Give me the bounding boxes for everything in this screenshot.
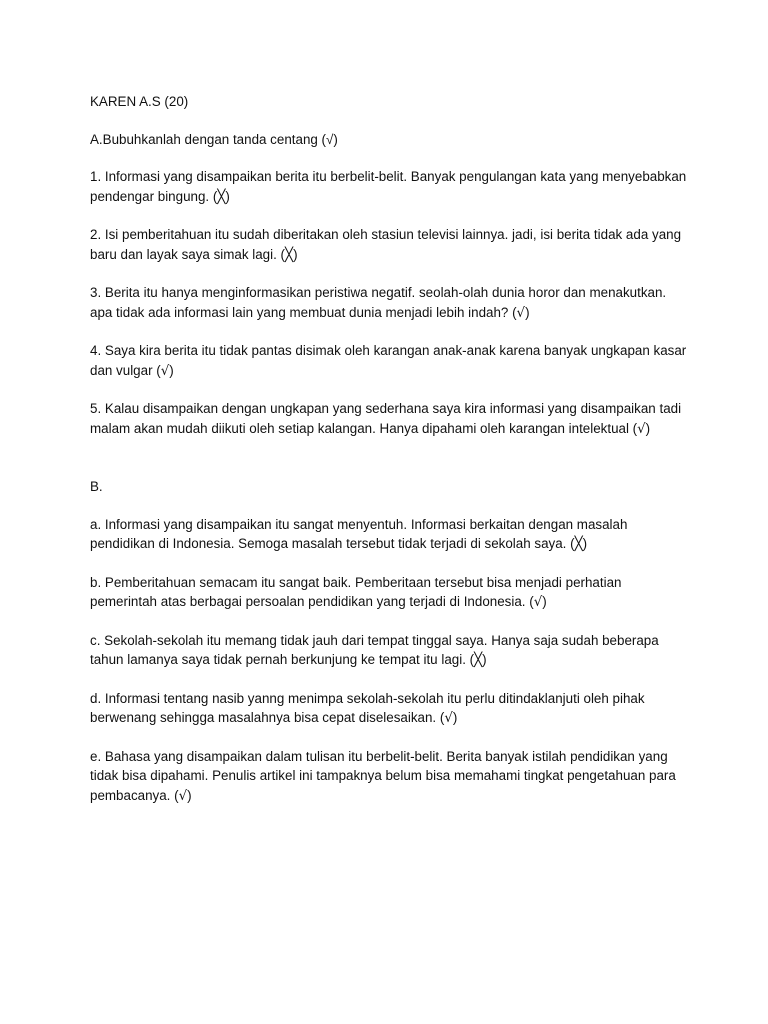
section-b-item-e — [90, 747, 690, 807]
check-mark-icon: √ — [533, 595, 543, 610]
section-a-item-1 — [90, 167, 690, 207]
check-mark-icon: √ — [516, 305, 526, 321]
document-title: KAREN A.S (20) — [90, 94, 189, 109]
item-close: ) — [645, 420, 651, 436]
section-a-item-5 — [90, 399, 690, 439]
item-close: ) — [225, 188, 230, 204]
item-close: ) — [482, 652, 487, 667]
item-text: a. Informasi yang disampaikan itu sangat menyentuh. Informasi berkaitan dengan masalah pendidikan di Indonesia. Semoga masalah tersebut tidak terjadi di sekolah saya. ( — [90, 516, 628, 551]
item-close: ) — [542, 594, 547, 609]
item-text: c. Sekolah-sekolah itu memang tidak jauh dari tempat tinggal saya. Hanya saja sudah beberapa tahun lamanya saya tidak pernah berkunjung ke tempat itu lagi. ( — [90, 632, 659, 667]
section-a-heading: A.Bubuhkanlah dengan tanda centang (√) — [90, 131, 338, 147]
item-close: ) — [293, 246, 298, 262]
section-b-heading: B. — [90, 479, 103, 494]
item-close: ) — [187, 787, 192, 803]
item-text: e. Bahasa yang disampaikan dalam tulisan itu berbelit-belit. Berita banyak istilah pendidikan yang tidak bisa dipahami. Penulis artikel ini tampaknya belum bisa memahami tingkat pengetahuan para pembacanya. ( — [90, 748, 676, 803]
item-close: ) — [452, 710, 458, 725]
section-a-item-3 — [90, 283, 690, 323]
item-text: b. Pemberitahuan semacam itu sangat baik. Pemberitaan tersebut bisa menjadi perhatian pemerintah atas berbagai persoalan pendidikan yang terjadi di Indonesia. ( — [90, 574, 622, 609]
section-a-item-2 — [90, 225, 690, 265]
section-a-item-4 — [90, 341, 690, 381]
item-text: d. Informasi tentang nasib yanng menimpa sekolah-sekolah itu perlu ditindaklanjuti oleh pihak berwenang sehingga masalahnya bisa cepat diselesaikan. ( — [90, 690, 645, 725]
check-mark-icon: √ — [637, 421, 646, 437]
cross-mark-icon: ╳ — [285, 247, 294, 263]
item-text: 4. Saya kira berita itu tidak pantas disimak oleh karangan anak-anak karena banyak ungkapan kasar dan vulgar ( — [90, 343, 687, 378]
check-mark-icon: √ — [178, 788, 188, 804]
check-mark-icon: √ — [160, 363, 170, 379]
item-close: ) — [169, 362, 174, 378]
document-page — [90, 92, 690, 824]
section-b-item-d — [90, 689, 690, 729]
section-b-item-c — [90, 631, 690, 671]
cross-mark-icon: ╳ — [474, 653, 483, 668]
cross-mark-icon: ╳ — [574, 537, 583, 552]
item-text: 1. Informasi yang disampaikan berita itu berbelit-belit. Banyak pengulangan kata yang menyebabkan pendengar bingung. ( — [90, 169, 687, 204]
item-text: 5. Kalau disampaikan dengan ungkapan yang sederhana saya kira informasi yang disampaikan tadi malam akan mudah diikuti oleh setiap kalangan. Hanya dipahami oleh karangan intelektual ( — [90, 401, 682, 436]
section-b-item-a — [90, 515, 690, 555]
item-close: ) — [525, 304, 530, 320]
item-close: ) — [582, 536, 588, 551]
cross-mark-icon: ╳ — [217, 189, 226, 205]
section-b-item-b — [90, 573, 690, 613]
check-mark-icon: √ — [444, 711, 453, 726]
item-text: 2. Isi pemberitahuan itu sudah diberitakan oleh stasiun televisi lainnya. jadi, isi berita tidak ada yang baru dan layak saya simak lagi. ( — [90, 227, 682, 262]
item-text: 3. Berita itu hanya menginformasikan peristiwa negatif. seolah-olah dunia horor dan menakutkan. apa tidak ada informasi lain yang membuat dunia menjadi lebih indah? ( — [90, 285, 667, 320]
